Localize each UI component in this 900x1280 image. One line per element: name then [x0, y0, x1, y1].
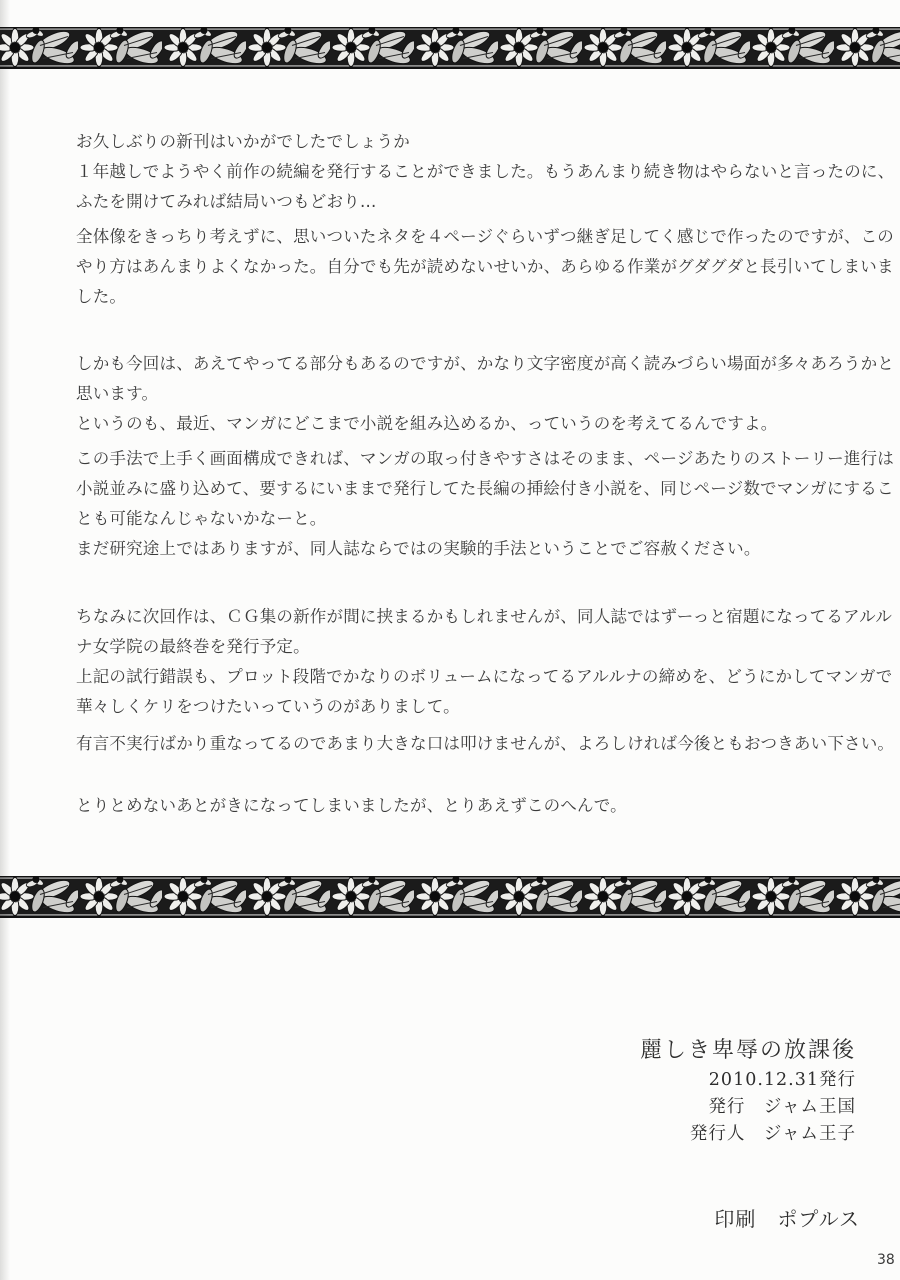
- text-line: した。: [76, 287, 127, 306]
- text-line: まだ研究途上ではありますが、同人誌ならではの実験的手法ということでご容赦ください。: [76, 539, 761, 558]
- publication-date: 2010.12.31発行: [708, 1070, 856, 1090]
- text-line: １年越しでようやく前作の続編を発行することができました。もうあんまり続き物はやらないと言ったのに、: [76, 162, 895, 181]
- text-line: ちなみに次回作は、ＣＧ集の新作が間に挟まるかもしれませんが、同人誌ではずーっと宿題になってるアルル: [76, 607, 893, 626]
- afterword-paragraph: [76, 602, 893, 722]
- afterword-paragraph: [76, 729, 895, 759]
- text-line: 華々しくケリをつけたいっていうのがありまして。: [76, 697, 460, 716]
- afterword-paragraph: [76, 127, 895, 217]
- text-line: とも可能なんじゃないかなーと。: [76, 509, 327, 528]
- afterword-paragraph: [76, 222, 894, 312]
- text-line: 小説並みに盛り込めて、要するにいままで発行してた長編の挿絵付き小説を、同じページ数でマンガにするこ: [76, 479, 894, 498]
- text-line: しかも今回は、あえてやってる部分もあるのですが、かなり文字密度が高く読みづらい場面が多々あろうかと: [76, 354, 894, 373]
- book-title: 麗しき卑辱の放課後: [639, 1038, 856, 1063]
- scan-edge-shadow: [0, 0, 10, 1280]
- text-line: お久しぶりの新刊はいかがでしたでしょうか: [76, 132, 410, 151]
- text-line: ナ女学院の最終巻を発行予定。: [76, 637, 310, 656]
- floral-border-top: [0, 27, 900, 69]
- afterword-paragraph: [76, 791, 868, 821]
- text-line: この手法で上手く画面構成できれば、マンガの取っ付きやすさはそのまま、ページあたりのストーリー進行は: [76, 449, 894, 468]
- floral-border-icon: [0, 876, 900, 918]
- floral-border-icon: [0, 27, 900, 69]
- floral-border-middle: [0, 876, 900, 918]
- afterword-paragraph: [76, 349, 894, 439]
- page-number: 38: [877, 1252, 895, 1268]
- colophon: [640, 1034, 856, 1148]
- afterword-paragraph: [76, 444, 894, 564]
- text-line: 思います。: [76, 384, 159, 403]
- text-line: 全体像をきっちり考えずに、思いついたネタを４ページぐらいずつ継ぎ足してく感じで作ったのですが、この: [76, 227, 894, 246]
- text-line: やり方はあんまりよくなかった。自分でも先が読めないせいか、あらゆる作業がグダグダと長引いてしまいま: [76, 257, 894, 276]
- printer-credit: 印刷 ポプルス: [714, 1207, 860, 1231]
- text-line: ふたを開けてみれば結局いつもどおり…: [76, 192, 377, 211]
- text-line: 上記の試行錯誤も、プロット段階でかなりのボリュームになってるアルルナの締めを、どうにかしてマンガで: [76, 667, 893, 686]
- publisher-circle: 発行 ジャム王国: [708, 1097, 856, 1117]
- publisher-person: 発行人 ジャム王子: [689, 1124, 856, 1144]
- text-line: というのも、最近、マンガにどこまで小説を組み込めるか、っていうのを考えてるんですよ。: [76, 414, 778, 433]
- text-line: 有言不実行ばかり重なってるのであまり大きな口は叩けませんが、よろしければ今後ともおつきあい下さい。: [76, 734, 895, 753]
- text-line: とりとめないあとがきになってしまいましたが、とりあえずこのへんで。: [76, 796, 627, 815]
